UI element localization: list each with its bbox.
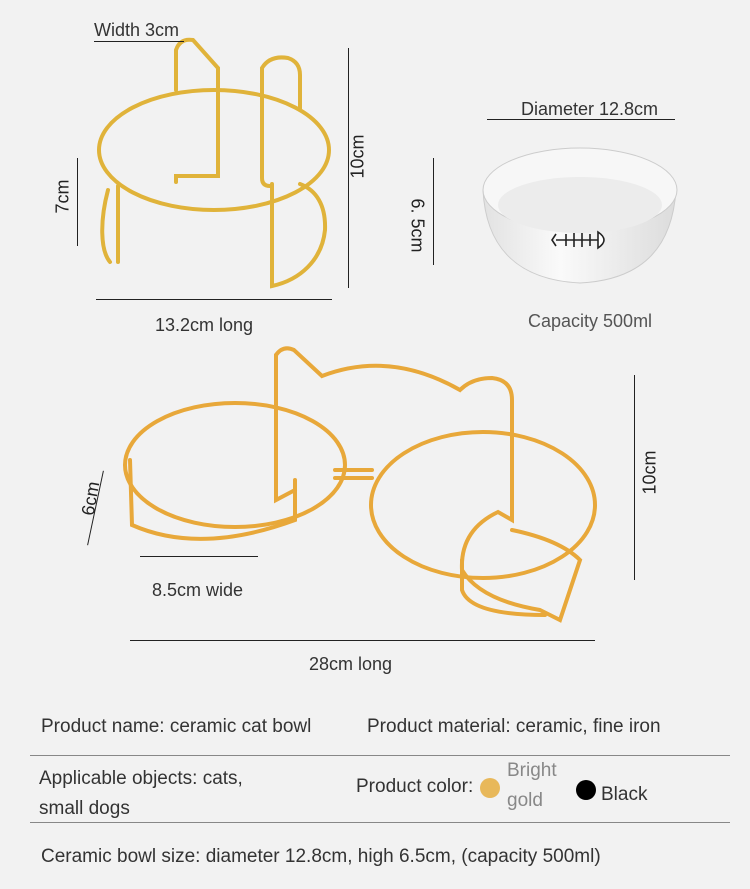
color-black: Black — [601, 784, 648, 805]
single-stand-image — [99, 40, 329, 286]
double-height-line — [634, 375, 635, 580]
color-gold-line1: Bright — [507, 760, 557, 781]
double-width-line — [140, 556, 258, 557]
ceramic-bowl-image — [483, 148, 677, 283]
double-leg-label: 6cm — [77, 479, 104, 517]
single-length-line — [96, 299, 332, 300]
single-height-label: 10cm — [347, 134, 368, 179]
double-width-label: 8.5cm wide — [152, 580, 244, 600]
product-name: Product name: ceramic cat bowl — [41, 716, 312, 737]
width-underline — [94, 41, 184, 42]
single-leg-line — [77, 158, 78, 246]
single-leg-label: 7cm — [52, 179, 73, 214]
double-height-label: 10cm — [639, 450, 660, 495]
double-length-label: 28cm long — [309, 654, 393, 674]
bowl-diameter-label: Diameter 12.8cm — [521, 99, 659, 119]
single-length-label: 13.2cm long — [155, 315, 254, 335]
double-length-line — [130, 640, 595, 641]
product-material: Product material: ceramic, fine iron — [367, 716, 661, 737]
gold-swatch-icon — [480, 778, 500, 798]
applicable-objects-line2: small dogs — [39, 798, 130, 819]
color-gold — [507, 756, 557, 816]
black-swatch-icon — [576, 780, 596, 800]
bowl-diameter-line — [487, 119, 675, 120]
width-label: Width 3cm — [94, 20, 180, 40]
bowl-capacity-label: Capacity 500ml — [528, 311, 653, 331]
applicable-objects-line1: Applicable objects: cats, — [39, 768, 243, 789]
divider-2 — [30, 822, 730, 823]
bowl-height-label: 6. 5cm — [407, 198, 428, 253]
ceramic-bowl-size: Ceramic bowl size: diameter 12.8cm, high 6.5cm, (capacity 500ml) — [41, 846, 601, 867]
color-gold-line2: gold — [507, 790, 543, 811]
bowl-height-line — [433, 158, 434, 265]
divider-1 — [30, 755, 730, 756]
applicable-objects — [39, 764, 243, 824]
product-color-label: Product color: — [356, 776, 474, 797]
